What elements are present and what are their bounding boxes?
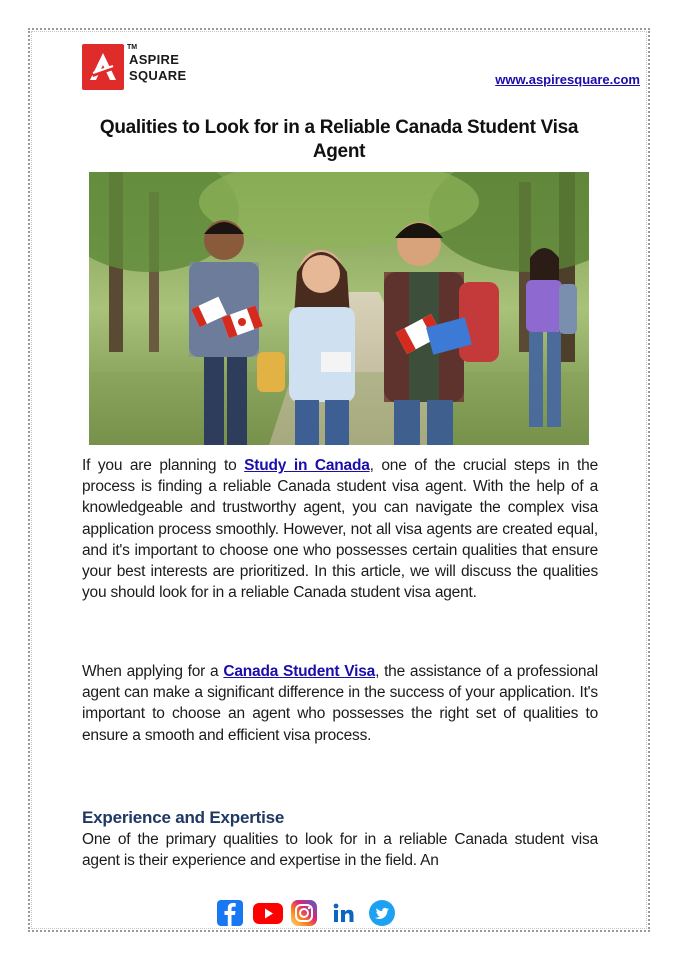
visa-text-after: , the assistance of a professional agent can make a significant difference in the success of your application. It's important to choose an agent who possesses the right set of qualities to ensure a smooth and efficient visa process. <box>82 663 598 744</box>
logo-line-1: ASPIRE <box>129 52 180 67</box>
social-icons-bar <box>216 900 406 926</box>
logo-line-2: SQUARE <box>129 68 187 83</box>
logo-trademark: TM <box>127 44 138 51</box>
experience-paragraph: One of the primary qualities to look for in a reliable Canada student visa agent is their experience and expertise in the field. An <box>82 831 598 870</box>
website-link[interactable]: www.aspiresquare.com <box>495 72 640 87</box>
students-with-canada-flags-photo <box>89 172 589 445</box>
visa-text-before: When applying for a <box>82 663 224 680</box>
logo-wordmark <box>129 52 186 84</box>
page-title: Qualities to Look for in a Reliable Canada Student Visa Agent <box>99 117 579 162</box>
canada-student-visa-link[interactable]: Canada Student Visa <box>223 663 376 680</box>
aspire-square-logo[interactable] <box>82 44 212 90</box>
logo-mark-icon <box>82 44 124 90</box>
intro-text-before: If you are planning to <box>82 457 245 474</box>
facebook-icon[interactable] <box>216 900 244 931</box>
study-in-canada-link[interactable]: Study in Canada <box>244 457 370 474</box>
intro-text-after: , one of the crucial steps in the process is finding a reliable Canada student visa agent. With the help of a knowledgeable and trustworthy agent, you can navigate the complex visa application process smoothly. However, not all visa agents are created equal, and it's important to choose one who possesses certain qualities that ensure your best interests are prioritized. In this article, we will discuss the qualities you should look for in a reliable Canada student visa agent. <box>82 457 598 602</box>
intro-paragraph <box>82 455 598 603</box>
twitter-icon[interactable] <box>368 900 396 931</box>
instagram-icon[interactable] <box>290 900 318 931</box>
youtube-icon[interactable] <box>252 900 284 931</box>
linkedin-icon[interactable] <box>330 900 358 931</box>
student-visa-paragraph <box>82 661 598 746</box>
experience-heading: Experience and Expertise <box>82 808 285 827</box>
